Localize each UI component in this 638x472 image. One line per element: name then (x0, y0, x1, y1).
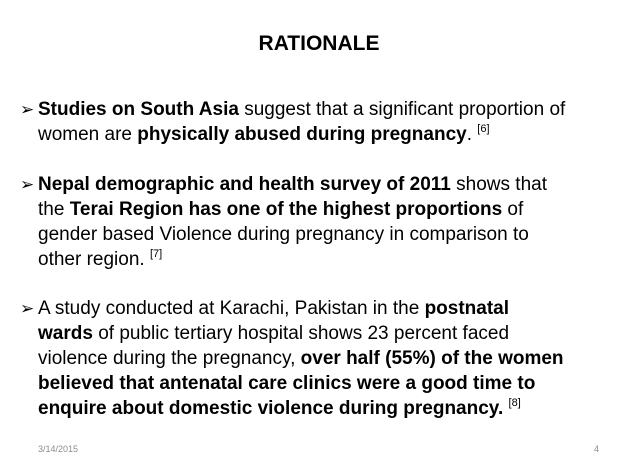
bullet-2 (20, 172, 625, 272)
slide-title: RATIONALE (258, 32, 380, 55)
body-text: suggest that a significant proportion of (238, 99, 566, 120)
body-text: the (38, 199, 70, 220)
body-text: A study conducted at Karachi, Pakistan in the (38, 298, 425, 319)
body-text: . (466, 124, 478, 145)
body-text: of (502, 199, 524, 220)
bold-text: Nepal demographic and health survey of 2011 (38, 174, 451, 195)
bold-text: physically abused during pregnancy (137, 124, 467, 145)
arrow-bullet-icon: ➢ (20, 299, 35, 318)
body-text: violence during the pregnancy, (38, 348, 301, 369)
citation-ref: [6] (477, 123, 490, 135)
arrow-bullet-icon: ➢ (20, 100, 35, 119)
body-text: gender based Violence during pregnancy in comparison to (38, 224, 529, 245)
bold-text: wards (38, 323, 93, 344)
body-text: shows that (450, 174, 547, 195)
bold-text: Studies on South Asia (38, 99, 239, 120)
body-text: of public tertiary hospital shows 23 percent faced (92, 323, 510, 344)
bold-text: enquire about domestic violence during pregnancy. (38, 398, 504, 419)
bullet-1 (20, 97, 625, 147)
bullet-3 (20, 296, 625, 421)
footer-date: 3/14/2015 (38, 444, 79, 454)
bold-text: postnatal (424, 298, 510, 319)
citation-ref: [7] (149, 248, 163, 260)
arrow-bullet-icon: ➢ (20, 175, 35, 194)
body-text: women are (38, 124, 138, 145)
bold-text: over half (55%) of the women (300, 348, 564, 369)
page-number: 4 (594, 444, 600, 454)
bold-text: Terai Region has one of the highest proportions (69, 199, 503, 220)
citation-ref: [8] (508, 397, 521, 409)
body-text: other region. (38, 249, 150, 270)
bold-text: believed that antenatal care clinics were a good time to (38, 373, 536, 394)
